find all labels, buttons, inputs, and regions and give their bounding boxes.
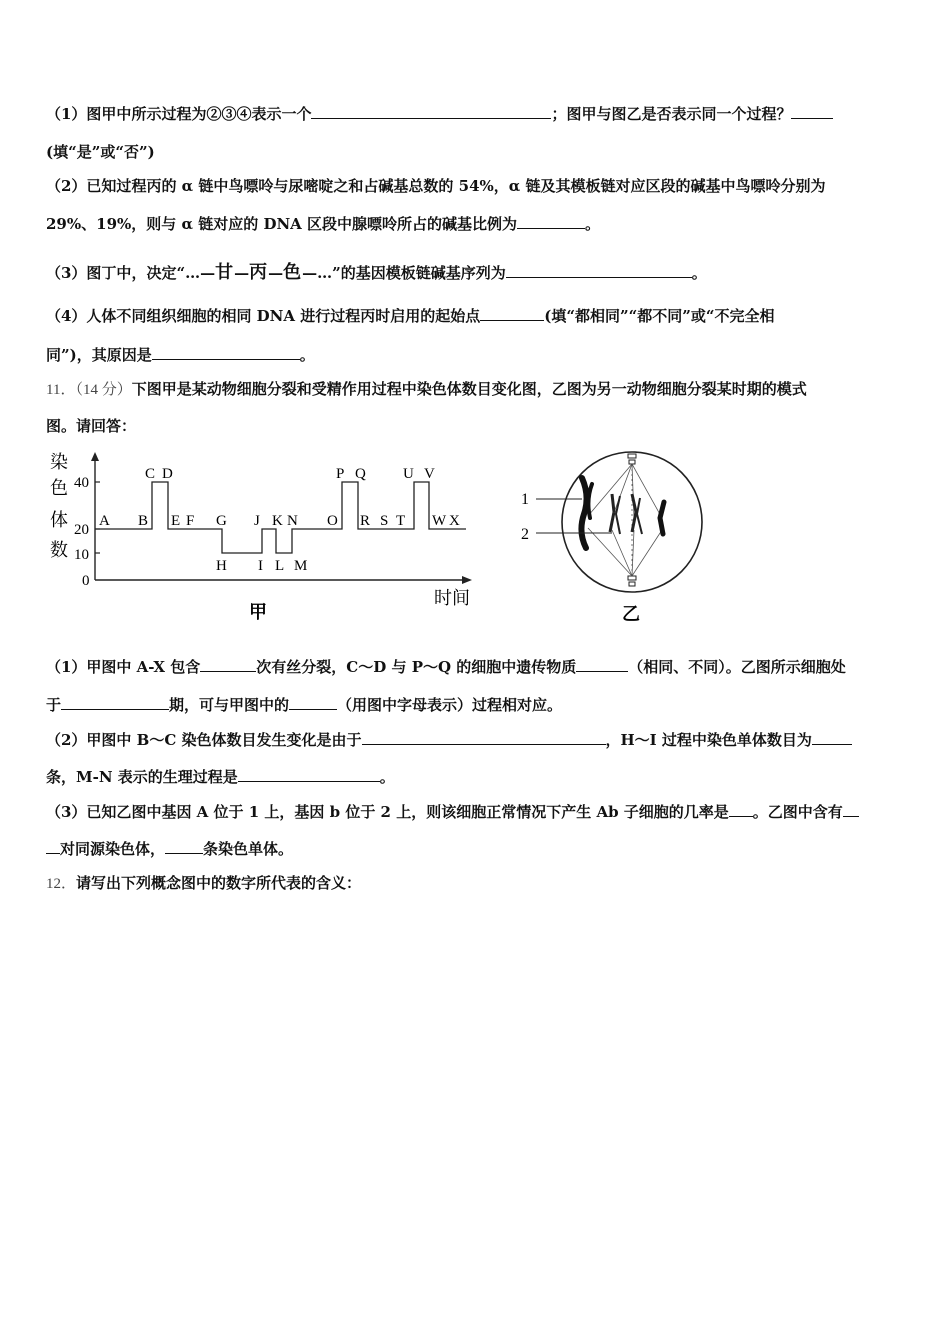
ylabel-char-1: 染: [50, 452, 68, 472]
q11-part1-text-d: 于: [46, 696, 62, 714]
answer-blank[interactable]: [238, 767, 380, 782]
label-J: J: [254, 513, 260, 529]
centriole-bottom-icon: [628, 576, 636, 586]
label-S: S: [380, 513, 389, 529]
q10-part4-text-c: 同”)，其原因是: [46, 346, 152, 364]
ylabel-char-2: 色: [50, 478, 68, 498]
q10-part1-line1: [46, 103, 833, 124]
answer-blank[interactable]: [791, 104, 833, 119]
q11-part2-line2: [46, 766, 395, 787]
q10-part3-text-c: 。: [691, 264, 707, 282]
x-axis-arrow: [462, 576, 472, 584]
answer-blank[interactable]: [61, 695, 169, 710]
q10-part1-line2: (填“是”或“否”): [46, 143, 155, 161]
answer-blank[interactable]: [729, 802, 753, 817]
q10-part4-text-d: 。: [299, 346, 315, 364]
answer-blank[interactable]: [517, 214, 585, 229]
spindle-fibers: [588, 464, 662, 576]
label-O: O: [327, 513, 338, 529]
answer-blank[interactable]: [152, 345, 300, 360]
label-B: B: [138, 513, 149, 529]
amino-acid-ala: 丙: [249, 262, 269, 283]
amino-acid-trp: 色: [283, 262, 303, 283]
answer-blank[interactable]: [289, 695, 337, 710]
q11-part3-text-a: （3）已知乙图中基因 A 位于 1 上，基因 b 位于 2 上，则该细胞正常情况下产生 Ab 子细胞的几率是: [46, 803, 729, 821]
q11-part3-text-d: 条染色单体。: [203, 840, 294, 858]
q10-part2-line2: [46, 213, 600, 234]
chromosome-4-icon: [660, 502, 664, 534]
answer-blank[interactable]: [311, 104, 551, 119]
answer-blank[interactable]: [843, 802, 859, 817]
q10-part3-text-a: （3）图丁中，决定“…—: [46, 264, 216, 282]
figure-yi-cell-diagram: [516, 448, 716, 628]
answer-blank[interactable]: [576, 657, 628, 672]
answer-blank[interactable]: [362, 730, 606, 745]
caption-yi: 乙: [622, 604, 640, 624]
label-T: T: [396, 513, 406, 529]
label-D: D: [162, 466, 173, 482]
q10-part4-text-b: (填“都相同”“都不同”或“不完全相: [544, 307, 775, 325]
q11-part2-line1: [46, 729, 852, 750]
q11-part2-text-b: ，H～I 过程中染色单体数目为: [605, 731, 812, 749]
q11-part1-line2: [46, 694, 562, 715]
ytick-0: 0: [82, 573, 90, 589]
q10-part2-text-b: 。: [585, 215, 601, 233]
q10-part1-text-b: ；图甲与图乙是否表示同一个过程？: [551, 105, 792, 123]
figure-jia-chromosome-graph: [44, 448, 484, 628]
q10-part4-line2: [46, 344, 315, 365]
centriole-top-icon: [628, 454, 636, 464]
label-2: 2: [521, 526, 529, 543]
caption-jia: 甲: [249, 602, 267, 622]
q11-stem-line1: [46, 378, 807, 399]
q11-stem-text: 下图甲是某动物细胞分裂和受精作用过程中染色体数目变化图，乙图为另一动物细胞分裂某时期的模式: [131, 380, 807, 398]
q11-number: 11．（14 分）: [46, 382, 132, 398]
q12-stem-text: 请写出下列概念图中的数字所代表的含义：: [76, 874, 362, 892]
q12-number: 12．: [46, 876, 77, 892]
xlabel-time: 时间: [434, 588, 470, 608]
answer-blank[interactable]: [812, 730, 852, 745]
label-M: M: [294, 558, 308, 574]
label-W: W: [432, 513, 447, 529]
answer-blank[interactable]: [480, 306, 544, 321]
label-P: P: [336, 466, 345, 482]
q11-part3-line1: [46, 801, 859, 822]
q11-part3-text-b: 。乙图中含有: [752, 803, 843, 821]
label-A: A: [99, 513, 110, 529]
q11-part1-text-b: 次有丝分裂，C～D 与 P～Q 的细胞中遗传物质: [256, 658, 577, 676]
label-C: C: [145, 466, 156, 482]
label-H: H: [216, 558, 227, 574]
q11-stem-line2: 图。请回答：: [46, 417, 137, 435]
ylabel-char-4: 数: [50, 540, 68, 560]
q10-part1-text-a: （1）图甲中所示过程为②③④表示一个: [46, 105, 312, 123]
ytick-40: 40: [74, 475, 89, 491]
answer-blank[interactable]: [46, 839, 60, 854]
q11-part1-line1: [46, 656, 846, 677]
q10-part4-line1: [46, 305, 775, 326]
label-1: 1: [521, 491, 529, 508]
amino-acid-gly: 甘: [215, 262, 235, 283]
q10-part3-line: （3）图丁中，决定“…—甘—丙—色—…”的基因模板链碱基序列为 。: [46, 258, 707, 284]
label-X: X: [449, 513, 460, 529]
label-Q: Q: [355, 466, 366, 482]
chromosome-2-icon: [610, 494, 620, 534]
q11-part1-text-c: （相同、不同）。乙图所示细胞处: [628, 658, 846, 676]
label-K: K: [272, 513, 283, 529]
answer-blank[interactable]: [200, 657, 256, 672]
q11-part2-text-a: （2）甲图中 B～C 染色体数目发生变化是由于: [46, 731, 362, 749]
q12-stem-line: [46, 872, 361, 893]
q10-part4-text-a: （4）人体不同组织细胞的相同 DNA 进行过程丙时启用的起始点: [46, 307, 481, 325]
q10-part2-line1: （2）已知过程丙的 α 链中鸟嘌呤与尿嘧啶之和占碱基总数的 54%，α 链及其模板链对应区段的碱基中鸟嘌呤分别为: [46, 177, 826, 195]
q11-part1-text-e: 期，可与甲图中的: [169, 696, 290, 714]
q11-part2-text-d: 。: [379, 768, 395, 786]
ylabel-char-3: 体: [50, 510, 68, 530]
label-E: E: [171, 513, 181, 529]
label-V: V: [424, 466, 435, 482]
answer-blank[interactable]: [506, 263, 692, 278]
label-I: I: [258, 558, 263, 574]
q11-part1-text-a: （1）甲图中 A-X 包含: [46, 658, 201, 676]
label-L: L: [275, 558, 285, 574]
y-axis-arrow: [91, 452, 99, 461]
ytick-20: 20: [74, 522, 89, 538]
ytick-10: 10: [74, 547, 89, 563]
q10-part2-text-a: 29%、19%，则与 α 链对应的 DNA 区段中腺嘌呤所占的碱基比例为: [46, 215, 518, 233]
answer-blank[interactable]: [165, 839, 203, 854]
label-U: U: [403, 466, 414, 482]
label-N: N: [287, 513, 298, 529]
label-R: R: [360, 513, 371, 529]
q11-part3-line2: [46, 838, 293, 859]
q11-part2-text-c: 条，M-N 表示的生理过程是: [46, 768, 238, 786]
q11-part3-text-c: 对同源染色体，: [60, 840, 166, 858]
label-G: G: [216, 513, 227, 529]
q10-part3-text-b: —…”的基因模板链碱基序列为: [302, 264, 506, 282]
q11-part1-text-f: （用图中字母表示）过程相对应。: [337, 696, 563, 714]
label-F: F: [186, 513, 195, 529]
chromosome-1-icon: [581, 478, 592, 548]
